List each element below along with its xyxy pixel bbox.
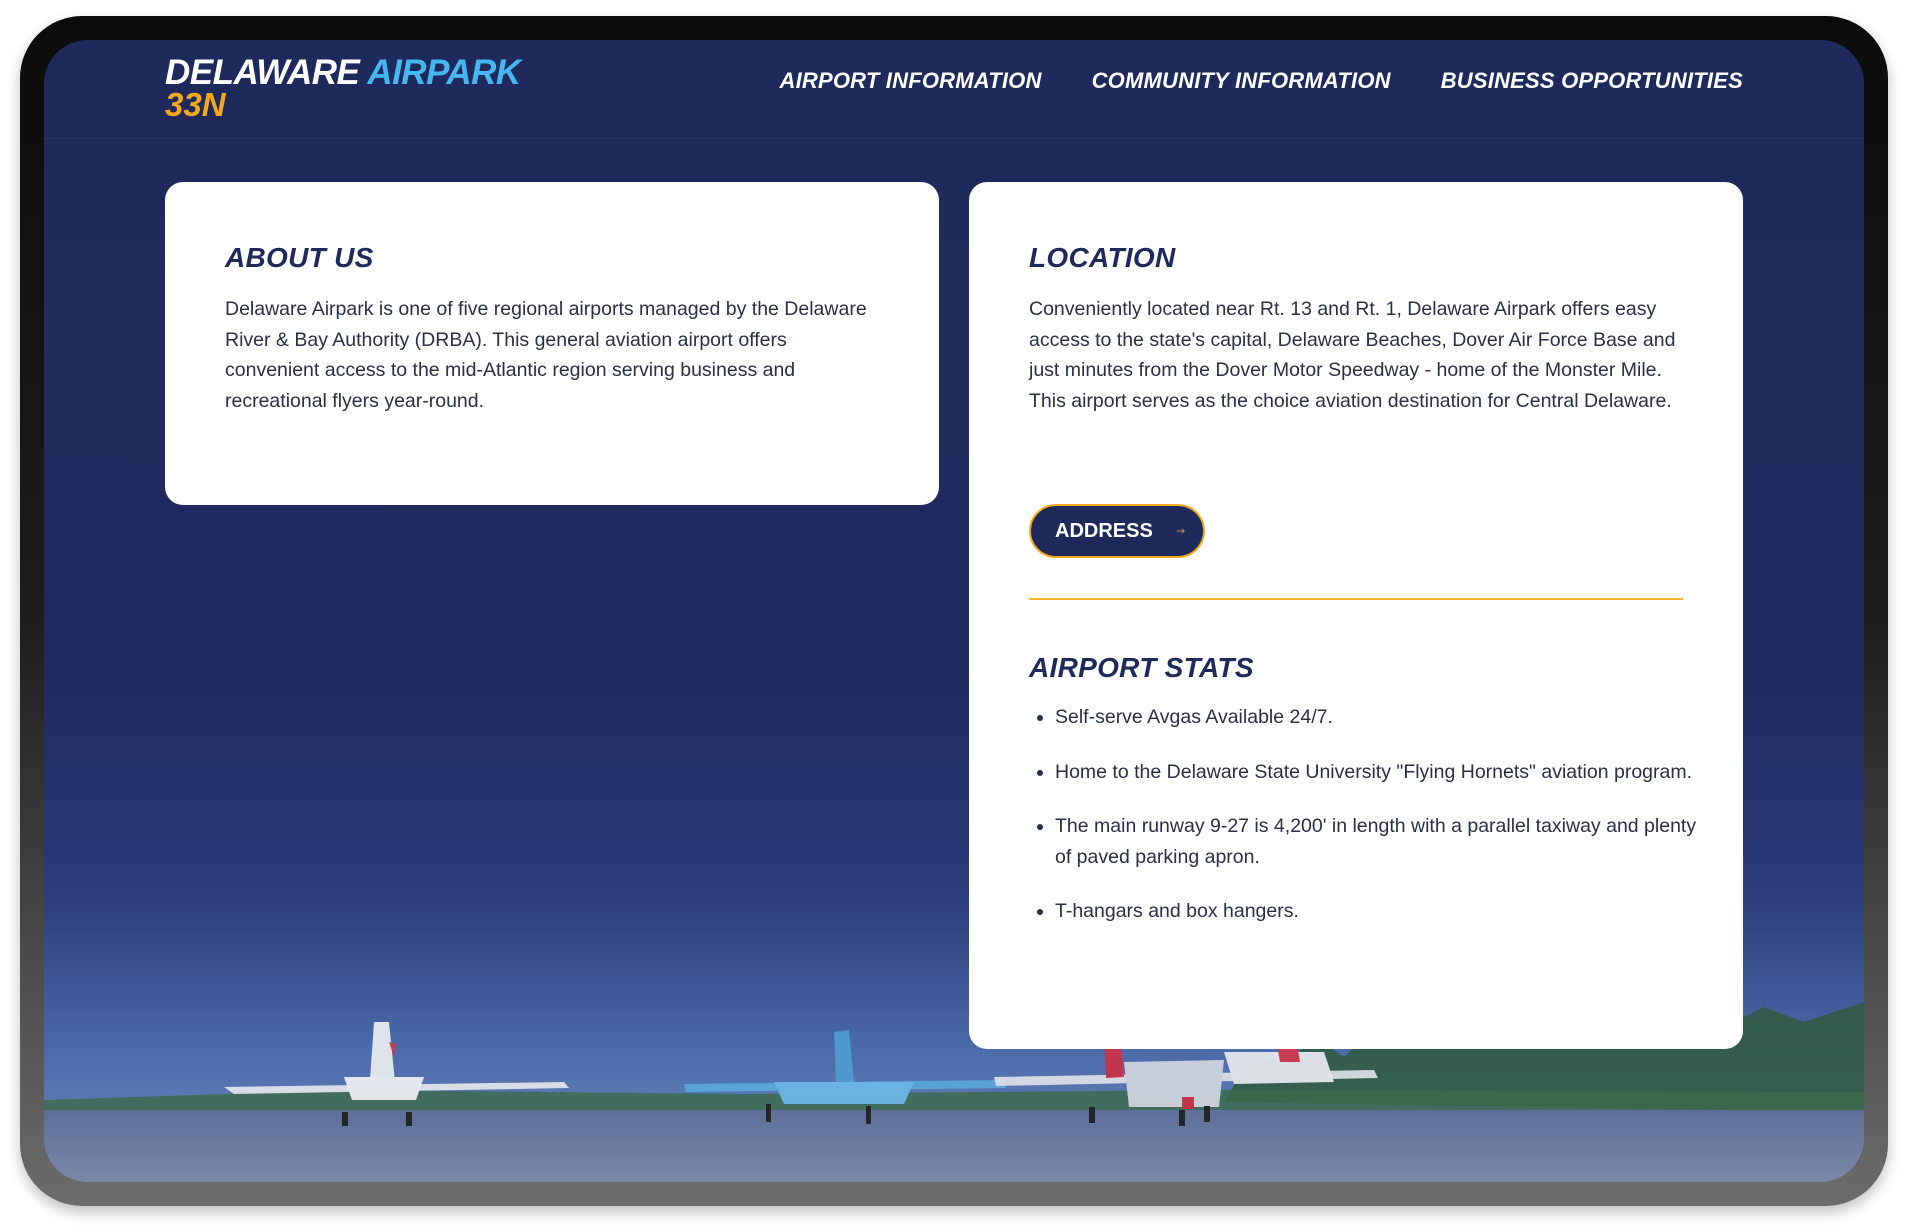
site-header [44,40,1864,139]
tablet-frame [20,16,1888,1206]
about-us-text: Delaware Airpark is one of five regional airports managed by the Delaware River & Bay Authority (DRBA). This general aviation airport offers convenient access to the mid-Atlantic region serving business and recreational flyers year-round. [225,298,867,412]
nav-business-opportunities[interactable]: BUSINESS OPPORTUNITIES [1440,68,1743,93]
logo-delaware: DELAWARE [165,53,360,92]
section-divider [1029,598,1683,600]
list-item: • Home to the Delaware State University "Flying Hornets" aviation program. [1055,757,1709,788]
address-button[interactable] [1029,504,1205,558]
arrow-right-icon [1177,521,1185,541]
address-button-label: ADDRESS [1055,519,1153,542]
website-viewport [44,40,1864,1182]
main-nav [779,68,1743,94]
logo-airpark: AIRPARK [367,53,521,92]
list-item: • The main runway 9-27 is 4,200' in length with a parallel taxiway and plenty of paved parking apron. [1055,811,1709,872]
list-item: • T-hangars and box hangers. [1055,896,1709,927]
nav-airport-information[interactable]: AIRPORT INFORMATION [779,68,1042,93]
airport-stats-title: AIRPORT STATS [1029,652,1254,683]
about-us-title: ABOUT US [225,242,374,273]
location-card [969,182,1743,1049]
location-title: LOCATION [1029,242,1176,273]
nav-community-information[interactable]: COMMUNITY INFORMATION [1091,68,1391,93]
about-us-card [165,182,939,505]
airport-stats-list [1029,702,1709,951]
logo-airport-code: 33N [165,86,226,123]
location-text: Conveniently located near Rt. 13 and Rt. 1, Delaware Airpark offers easy access to the state's capital, Delaware Beaches, Dover Air Force Base and just minutes from the Dover Motor Speedway - home of the Monster Mile. This airport serves as the choice aviation destination for Central Delaware. [1029,298,1676,412]
list-item: • Self-serve Avgas Available 24/7. [1055,702,1709,733]
logo-wordmark [165,53,521,92]
site-logo[interactable] [165,53,521,123]
